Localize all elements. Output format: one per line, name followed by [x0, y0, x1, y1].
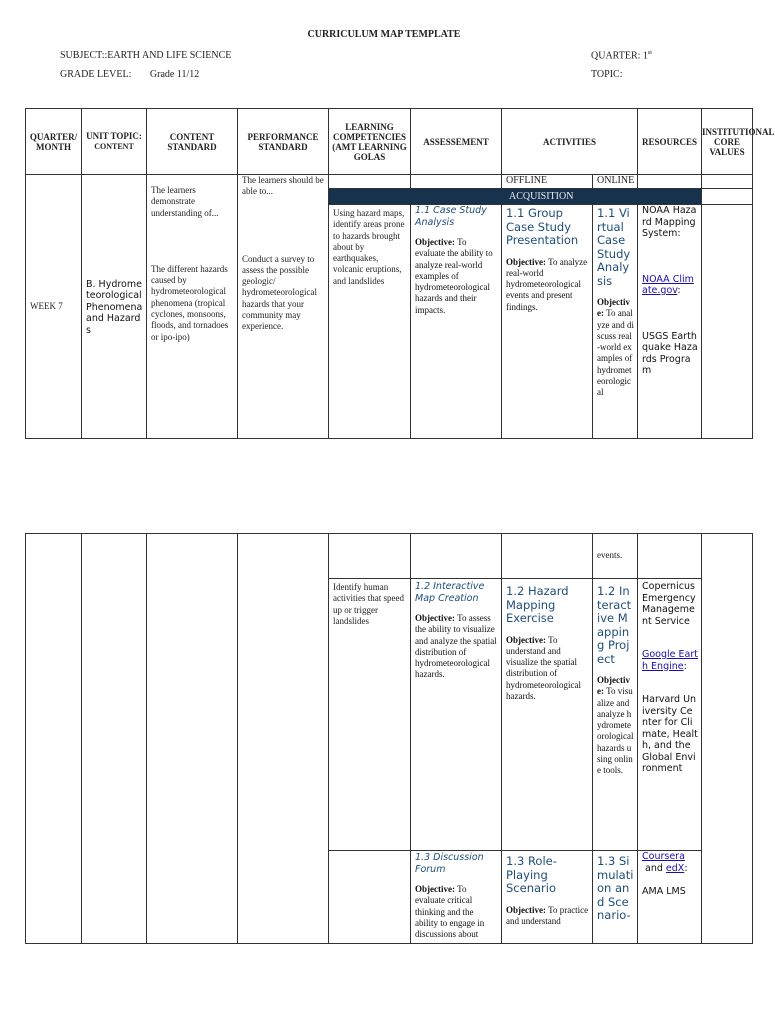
offline-activity-title-3: 1.3 Role-Playing Scenario — [506, 854, 557, 895]
resource-noaa-climate-link[interactable]: NOAA Climate.gov — [642, 273, 694, 296]
performance-standard-cell-2 — [238, 534, 329, 944]
online-objective-text: To analyze and discuss real-world examples of hydrometeorological — [597, 308, 634, 398]
header-quarter: QUARTER/ MONTH — [26, 109, 82, 175]
resource-and: and — [642, 862, 666, 874]
offline-objective-text-3: To practice and understand — [506, 904, 589, 926]
online-continuation: events. — [593, 534, 638, 579]
offline-objective-2 — [506, 635, 589, 703]
online-activity-cell-3 — [593, 851, 638, 944]
header-row — [26, 109, 753, 175]
assessment-title-2: 1.2 Interactive Map Creation — [415, 581, 485, 604]
continuation-row — [26, 534, 753, 579]
document-title: CURRICULUM MAP TEMPLATE — [307, 29, 461, 40]
curriculum-table-page1 — [25, 108, 775, 439]
header-content-standard: CONTENT STANDARD — [147, 109, 238, 175]
acquisition-band: ACQUISITION — [329, 189, 702, 205]
competency-blank-3 — [329, 851, 411, 944]
resource-copernicus: Copernicus Emergency Management Service — [642, 581, 696, 627]
curriculum-table-page2 — [25, 533, 753, 944]
offline-objective-text-2: To understand and visualize the spatial distribution of hydrometeorological hazards. — [506, 634, 581, 701]
grade-value: Grade 11/12 — [149, 69, 200, 80]
content-standard-detail: The different hazards caused by hydrometeorological phenomena (tropical cyclones, monsoons, floods, and tornadoes or ipo-ipo) — [151, 263, 229, 342]
online-objective — [597, 297, 634, 399]
mode-row — [26, 175, 753, 189]
offline-objective-text: To analyze real-world hydrometeorological events and present findings. — [506, 256, 588, 312]
offline-objective-label-2: Objective: — [506, 634, 546, 645]
resources-cell — [638, 205, 702, 439]
subject-line — [60, 50, 231, 61]
competency-blank — [329, 175, 411, 189]
week-cell-2 — [26, 534, 82, 944]
values-blank-2 — [702, 189, 753, 205]
offline-activity-cell-2 — [502, 579, 593, 851]
resource-edx-link[interactable]: edX — [665, 862, 685, 874]
resources-cell-2 — [638, 579, 702, 851]
subject-label: SUBJECT: — [60, 50, 105, 61]
grade-line — [60, 69, 199, 80]
online-objective-label: Objective: — [597, 297, 630, 319]
online-objective-label-2: Objective: — [597, 675, 630, 697]
offline-objective-label-3: Objective: — [506, 904, 546, 915]
assessment-objective — [415, 237, 498, 316]
performance-standard-detail: Conduct a survey to assess the possible geologic/ hydrometeorological hazards that your community may experience. — [242, 253, 317, 332]
resource-noaa-climate-suffix: : — [677, 285, 681, 296]
online-objective-2 — [597, 675, 634, 777]
header-activities: ACTIVITIES — [502, 109, 638, 175]
assessment-cell — [411, 205, 502, 439]
assessment-objective-text-2: To assess the ability to visualize and analyze the spatial distribution of hydrometeorological hazards. — [415, 613, 497, 680]
header-unit-label: UNIT TOPIC: — [86, 131, 142, 141]
competency-blank-2 — [329, 534, 411, 579]
header-assessment: ASSESSEMENT — [411, 109, 502, 175]
resource-noaa-hms: NOAA Hazard Mapping System: — [642, 205, 697, 239]
content-standard-intro: The learners demonstrate understanding of... — [151, 185, 219, 218]
offline-activity-title: 1.1 Group Case Study Presentation — [506, 206, 579, 247]
offline-blank-2 — [502, 534, 593, 579]
competency-cell: Using hazard maps, identify areas prone to hazards brought about by earthquakes, volcanic eruptions, and landslides — [329, 205, 411, 439]
header-institutional: INSTITUTIONAL CORE VALUES — [702, 109, 753, 175]
resource-edx-suffix: : — [684, 862, 688, 874]
values-blank — [702, 175, 753, 189]
grade-label: GRADE LEVEL: — [60, 69, 132, 80]
header-competencies: LEARNING COMPETENCIES (AMT LEARNING GOLAS — [329, 109, 411, 175]
online-activity-cell-2 — [593, 579, 638, 851]
subject-value: :EARTH AND LIFE SCIENCE — [104, 50, 232, 61]
header-performance-standard: PERFORMANCE STANDARD — [238, 109, 329, 175]
assessment-blank-2 — [411, 534, 502, 579]
values-cell-2 — [702, 534, 753, 944]
resource-google-earth-engine-link[interactable]: Google Earth Engine — [642, 649, 698, 672]
assessment-objective-label-2: Objective: — [415, 613, 455, 623]
quarter-line — [591, 50, 652, 61]
assessment-objective-label: Objective: — [415, 237, 455, 247]
content-standard-cell-2 — [147, 534, 238, 944]
quarter-sup: st — [647, 50, 652, 56]
assessment-title-3: 1.3 Discussion Forum — [415, 852, 484, 875]
online-activity-title-3: 1.3 Simulation and Scenario- — [597, 854, 634, 922]
unit-cell-2 — [82, 534, 147, 944]
offline-objective-label: Objective: — [506, 256, 546, 267]
assessment-cell-2 — [411, 579, 502, 851]
assessment-blank — [411, 175, 502, 189]
offline-activity-title-2: 1.2 Hazard Mapping Exercise — [506, 584, 569, 625]
offline-activity-cell-3 — [502, 851, 593, 944]
unit-topic-cell: B. Hydrometeorological Phenomena and Hazards — [82, 175, 147, 439]
resource-ama-lms: AMA LMS — [642, 886, 686, 897]
offline-objective-3 — [506, 905, 589, 928]
online-label: ONLINE — [593, 175, 638, 189]
header-unit-sub: CONTENT — [94, 142, 134, 151]
content-standard-cell — [147, 175, 238, 439]
online-activity-title-2: 1.2 Interactive Mapping Project — [597, 584, 632, 666]
assessment-objective-text-3: To evaluate critical thinking and the ability to engage in discussions about — [415, 884, 485, 940]
offline-activity-cell — [502, 205, 593, 439]
resources-blank — [638, 175, 702, 189]
online-activity-title: 1.1 Virtual Case Study Analysis — [597, 206, 631, 288]
competency-cell-2: Identify human activities that speed up or trigger landslides — [329, 579, 411, 851]
offline-label: OFFLINE — [502, 175, 593, 189]
resource-gee-suffix: : — [683, 660, 687, 672]
performance-standard-cell — [238, 175, 329, 439]
topic-label: TOPIC: — [591, 69, 623, 80]
resource-usgs: USGS Earthquake Hazards Program — [642, 330, 698, 376]
assessment-cell-3 — [411, 851, 502, 944]
assessment-objective-3 — [415, 884, 498, 940]
values-cell — [702, 205, 753, 439]
week-cell: WEEK 7 — [26, 175, 82, 439]
header-unit — [82, 109, 147, 175]
resources-cell-3 — [638, 851, 702, 944]
online-objective-text-2: To visualize and analyze hydrometeorological hazards using online tools. — [597, 686, 634, 776]
online-activity-cell — [593, 205, 638, 439]
assessment-objective-2 — [415, 613, 498, 681]
assessment-objective-text: To evaluate the ability to analyze real-world examples of hydrometeorological hazards and their impacts. — [415, 237, 493, 315]
performance-standard-intro: The learners should be able to... — [242, 175, 324, 197]
resource-coursera-link[interactable]: Coursera — [642, 851, 685, 862]
quarter-label: QUARTER: 1 — [591, 50, 648, 62]
offline-objective — [506, 257, 589, 313]
resource-harvard: Harvard University Center for Climate, Health, and the Global Environment — [642, 694, 698, 774]
assessment-objective-label-3: Objective: — [415, 884, 455, 894]
assessment-title: 1.1 Case Study Analysis — [415, 205, 487, 228]
header-resources: RESOURCES — [638, 109, 702, 175]
resources-blank-2 — [638, 534, 702, 579]
